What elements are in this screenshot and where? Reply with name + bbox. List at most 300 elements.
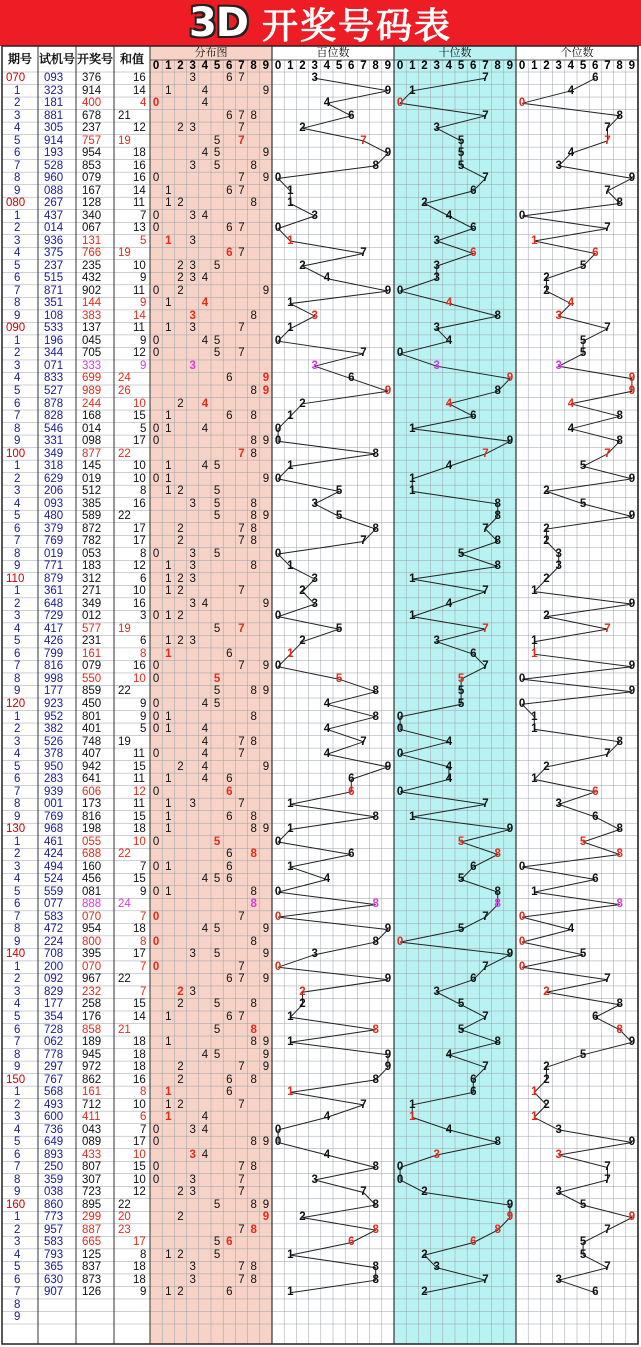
digit-label: 6 [470,60,477,72]
dist-digit: 0 [152,672,160,685]
units-digit: 2 [543,1073,550,1086]
dist-digit: 1 [165,773,172,786]
digit-label: 9 [262,60,269,72]
issue-cell: 5 [14,385,21,397]
hundreds-digit: 4 [323,1148,331,1161]
dist-digit: 6 [226,372,233,385]
sum-cell: 5 [140,422,147,435]
issue-cell: 1 [14,209,21,222]
dist-digit: 1 [165,1011,172,1023]
test-number-cell: 829 [44,985,64,998]
issue-cell: 3 [14,860,21,873]
dist-digit: 4 [201,334,209,347]
tens-digit: 5 [457,547,465,560]
test-number-cell: 344 [44,347,64,360]
issue-cell: 1 [14,585,21,598]
hundreds-digit: 8 [372,1198,379,1211]
draw-number-cell: 244 [82,397,102,410]
draw-number-cell: 055 [82,835,102,848]
issue-cell: 3 [14,1111,21,1124]
dist-digit: 3 [189,1123,196,1136]
units-digit: 3 [555,1273,562,1286]
test-number-cell: 793 [44,1248,64,1261]
units-digit: 2 [543,272,550,285]
dist-digit: 1 [165,823,172,836]
issue-cell: 2 [14,472,21,485]
dist-digit: 6 [226,973,233,986]
dist-digit: 2 [177,635,184,648]
hundreds-digit: 0 [274,885,282,898]
dist-digit: 4 [201,209,209,222]
test-number-cell: 038 [44,1186,64,1199]
dist-digit: 1 [165,1286,172,1299]
sum-cell: 8 [140,1248,147,1261]
draw-number-cell: 173 [82,798,102,811]
units-digit: 5 [579,1248,587,1261]
draw-number-cell: 070 [82,910,102,923]
units-digit: 7 [604,447,611,460]
dist-digit: 0 [152,209,160,222]
sum-cell: 10 [133,585,146,598]
dist-digit: 9 [262,1211,270,1224]
hundreds-digit: 6 [348,109,355,122]
units-digit: 5 [579,1048,587,1061]
draw-number-cell: 954 [82,923,102,936]
dist-digit: 7 [238,347,245,360]
sum-cell: 21 [118,109,131,122]
units-digit: 9 [628,1211,636,1224]
digit-label: 2 [421,60,428,72]
issue-cell: 8 [14,672,21,685]
test-number-cell: 778 [44,1048,64,1061]
tens-digit: 7 [482,910,489,923]
test-number-cell: 181 [44,97,64,110]
test-number-cell: 860 [44,1198,64,1211]
dist-digit: 8 [250,1136,257,1149]
hundreds-digit: 0 [274,422,282,435]
issue-cell: 6 [14,272,21,285]
draw-number-cell: 705 [82,347,102,360]
test-number-cell: 088 [44,184,64,197]
test-number-cell: 250 [44,1161,64,1174]
tens-digit: 1 [409,485,416,498]
dist-digit: 4 [201,297,209,310]
tens-digit: 1 [409,422,416,435]
hundreds-digit: 9 [384,385,392,397]
draw-number-cell: 678 [82,109,102,122]
hundreds-digit: 0 [274,472,282,485]
hundreds-digit: 0 [274,547,282,560]
test-number-cell: 728 [44,1023,64,1036]
draw-number-cell: 258 [82,998,102,1011]
units-digit: 3 [555,798,562,811]
sum-cell: 5 [140,723,147,736]
draw-number-cell: 550 [82,672,102,685]
sum-cell: 6 [140,1111,147,1124]
test-number-cell: 950 [44,760,64,773]
test-number-cell: 771 [44,560,64,573]
dist-digit: 4 [201,397,209,410]
test-number-cell: 305 [44,122,64,135]
tens-digit: 8 [494,309,501,322]
hundreds-digit: 1 [287,1011,294,1023]
units-digit: 7 [604,973,611,986]
issue-cell: 6 [14,773,21,786]
tens-digit: 4 [445,460,453,473]
tens-digit: 1 [409,1111,416,1124]
header-tens: 十位数 [438,47,472,59]
dist-digit: 0 [152,723,160,736]
dist-digit: 8 [250,1161,257,1174]
units-digit: 9 [628,1136,636,1149]
dist-digit: 5 [213,134,221,147]
draw-number-cell: 160 [82,860,102,873]
dist-digit: 1 [165,560,172,573]
draw-number-cell: 307 [82,1173,102,1186]
units-digit: 4 [567,923,575,936]
digit-label: 6 [592,60,599,72]
dist-digit: 1 [165,572,172,585]
dist-digit: 8 [250,385,257,397]
dist-digit: 2 [177,485,184,498]
dist-digit: 3 [189,597,196,610]
hundreds-digit: 8 [372,685,379,698]
dist-digit: 1 [165,84,172,97]
issue-cell: 5 [14,134,21,147]
dist-digit: 9 [262,660,270,673]
draw-number-cell: 914 [82,84,102,97]
digit-label: 5 [335,60,343,72]
hundreds-digit: 7 [360,247,367,260]
units-digit: 1 [531,234,538,247]
issue-cell: 8 [14,798,21,811]
dist-digit: 8 [250,810,257,823]
hundreds-digit: 3 [311,1173,318,1186]
tens-digit: 7 [482,72,489,84]
test-number-cell: 923 [44,698,64,710]
draw-number-cell: 079 [82,172,102,185]
issue-cell: 9 [14,1311,21,1324]
issue-cell: 7 [14,159,21,172]
draw-number-cell: 456 [82,873,102,886]
dist-digit: 2 [177,1073,184,1086]
dist-digit: 3 [189,1261,196,1274]
tens-digit: 5 [457,923,465,936]
units-digit: 3 [555,1148,562,1161]
hundreds-digit: 5 [335,672,343,685]
units-digit: 6 [592,72,599,84]
issue-cell: 6 [14,1273,21,1286]
tens-digit: 1 [409,472,416,485]
units-digit: 3 [555,1186,562,1199]
hundreds-digit: 6 [348,773,355,786]
digit-label: 8 [372,60,379,72]
draw-number-cell: 019 [82,472,102,485]
digit-label: 4 [567,60,575,72]
dist-digit: 8 [250,1198,257,1211]
hundreds-digit: 7 [360,1098,367,1111]
test-number-cell: 546 [44,422,64,435]
hundreds-digit: 9 [384,1061,392,1074]
sum-cell: 18 [133,923,146,936]
draw-number-cell: 837 [82,1261,102,1274]
dist-digit: 8 [250,1223,257,1236]
test-number-cell: 378 [44,748,64,761]
test-number-cell: 871 [44,284,64,297]
tens-digit: 3 [433,359,440,372]
dist-digit: 3 [189,234,196,247]
hundreds-digit: 3 [311,948,318,961]
units-digit: 5 [579,948,587,961]
digit-label: 0 [152,60,160,72]
sum-cell: 12 [133,560,146,573]
hundreds-digit: 9 [384,923,392,936]
tens-digit: 2 [421,1286,428,1299]
digit-label: 3 [433,60,440,72]
digit-label: 8 [494,60,501,72]
digit-label: 5 [457,60,465,72]
hundreds-digit: 3 [311,72,318,84]
page-title: 开奖号码表 [262,5,453,47]
tens-digit: 5 [457,698,465,710]
units-digit: 1 [531,647,538,660]
tens-digit: 5 [457,159,465,172]
dist-digit: 1 [165,297,172,310]
title-badge: 3D [188,0,249,46]
units-digit: 0 [518,209,526,222]
digit-label: 6 [348,60,355,72]
units-digit: 7 [604,622,611,635]
test-number-cell: 177 [44,685,64,698]
draw-number-cell: 235 [82,259,102,272]
hundreds-digit: 6 [348,1236,355,1249]
dist-digit: 7 [238,1161,245,1174]
dist-digit: 5 [213,1023,221,1036]
header-issue: 期号 [7,52,32,66]
hundreds-digit: 0 [274,172,282,185]
dist-digit: 3 [189,272,196,285]
dist-digit: 4 [201,760,209,773]
header-dist: 分布图 [194,47,228,59]
tens-digit: 7 [482,522,489,535]
sum-cell: 24 [118,898,131,911]
dist-digit: 8 [250,1036,257,1049]
dist-digit: 8 [250,560,257,573]
tens-digit: 4 [445,760,453,773]
test-number-cell: 524 [44,873,64,886]
tens-digit: 5 [457,147,465,160]
tens-digit: 6 [470,973,477,986]
draw-number-cell: 902 [82,284,102,297]
units-digit: 9 [628,385,636,397]
hundreds-digit: 8 [372,710,379,723]
units-digit: 9 [628,1036,636,1049]
dist-digit: 8 [250,410,257,423]
units-digit: 4 [567,422,575,435]
hundreds-digit: 1 [287,234,294,247]
sum-cell: 14 [133,84,146,97]
hundreds-digit: 9 [384,284,392,297]
dist-digit: 8 [250,935,257,948]
sum-cell: 9 [140,359,147,372]
dist-digit: 8 [250,710,257,723]
issue-cell: 140 [6,948,26,961]
units-digit: 4 [567,397,575,410]
sum-cell: 16 [133,159,146,172]
issue-cell: 4 [14,372,21,385]
issue-cell: 7 [14,284,21,297]
draw-number-cell: 232 [82,985,102,998]
digit-label: 1 [409,60,416,72]
sum-cell: 10 [133,460,146,473]
draw-number-cell: 895 [82,1198,102,1211]
tens-digit: 0 [396,723,404,736]
tens-digit: 3 [433,272,440,285]
dist-digit: 2 [177,122,184,135]
dist-digit: 3 [189,635,196,648]
tens-digit: 2 [421,1186,428,1199]
dist-digit: 7 [238,973,245,986]
sum-cell: 18 [133,147,146,160]
units-digit: 7 [604,1173,611,1186]
tens-digit: 0 [396,347,404,360]
dist-digit: 6 [226,785,233,798]
hundreds-digit: 9 [384,84,392,97]
hundreds-digit: 8 [372,1273,379,1286]
draw-number-cell: 942 [82,760,102,773]
test-number-cell: 729 [44,610,64,623]
draw-number-cell: 161 [82,1086,102,1099]
dist-digit: 7 [238,622,245,635]
sum-cell: 10 [133,1173,146,1186]
draw-number-cell: 872 [82,522,102,535]
dist-digit: 8 [250,735,257,748]
draw-number-cell: 766 [82,247,102,260]
sum-cell: 13 [133,222,146,235]
test-number-cell: 382 [44,723,64,736]
dist-digit: 9 [262,84,270,97]
dist-digit: 3 [189,259,196,272]
sum-cell: 20 [118,1211,131,1224]
sum-cell: 14 [133,184,146,197]
issue-cell: 2 [14,1223,21,1236]
issue-cell: 3 [14,985,21,998]
dist-digit: 7 [238,1223,245,1236]
test-number-cell: 297 [44,1061,64,1074]
dist-digit: 7 [238,1173,245,1186]
hundreds-digit: 8 [372,898,379,911]
sum-cell: 10 [133,472,146,485]
issue-cell: 9 [14,1061,21,1074]
tens-digit: 7 [482,1061,489,1074]
dist-digit: 2 [177,197,184,210]
draw-number-cell: 126 [82,1286,102,1299]
dist-digit: 7 [238,1273,245,1286]
tens-digit: 8 [494,885,501,898]
dist-digit: 6 [226,647,233,660]
test-number-cell: 206 [44,485,64,498]
dist-digit: 9 [262,372,270,385]
sum-cell: 11 [133,284,145,297]
issue-cell: 2 [14,222,21,235]
units-digit: 9 [628,372,636,385]
issue-cell: 4 [14,247,21,260]
issue-cell: 7 [14,1286,21,1299]
units-digit: 9 [628,597,636,610]
issue-cell: 1 [14,1086,21,1099]
digit-label: 3 [311,60,318,72]
header-draw: 开奖号 [76,52,113,66]
tens-digit: 8 [494,1136,501,1149]
sum-cell: 21 [118,1023,131,1036]
issue-cell: 5 [14,760,21,773]
dist-digit: 5 [213,1248,221,1261]
draw-number-cell: 407 [82,748,102,761]
sum-cell: 11 [133,197,145,210]
hundreds-digit: 9 [384,1048,392,1061]
sum-cell: 11 [133,748,145,761]
dist-digit: 6 [226,222,233,235]
issue-cell: 4 [14,998,21,1011]
dist-digit: 1 [165,723,172,736]
tens-digit: 8 [494,560,501,573]
tens-digit: 0 [396,710,404,723]
issue-cell: 7 [14,410,21,423]
units-digit: 1 [531,773,538,786]
dist-digit: 0 [152,698,160,710]
digit-label: 4 [445,60,453,72]
dist-digit: 4 [201,923,209,936]
dist-digit: 2 [177,585,184,598]
dist-digit: 1 [165,472,172,485]
dist-digit: 3 [189,309,196,322]
issue-cell: 1 [14,460,21,473]
dist-digit: 7 [238,585,245,598]
tens-digit: 5 [457,1023,465,1036]
tens-digit: 6 [470,410,477,423]
hundreds-digit: 7 [360,347,367,360]
digit-label: 1 [165,60,172,72]
dist-digit: 5 [213,259,221,272]
test-number-cell: 224 [44,935,64,948]
dist-digit: 5 [213,485,221,498]
dist-digit: 4 [201,147,209,160]
dist-digit: 3 [189,572,196,585]
dist-digit: 0 [152,547,160,560]
digit-label: 8 [250,60,257,72]
units-digit: 9 [628,172,636,185]
dist-digit: 1 [165,860,172,873]
sum-cell: 16 [133,597,146,610]
test-number-cell: 936 [44,234,64,247]
units-digit: 8 [616,435,623,448]
tens-digit: 3 [433,1148,440,1161]
dist-digit: 8 [250,522,257,535]
hundreds-digit: 9 [384,973,392,986]
draw-number-cell: 858 [82,1023,102,1036]
draw-number-cell: 299 [82,1211,102,1224]
sum-cell: 7 [140,910,147,923]
units-digit: 8 [616,735,623,748]
dist-digit: 1 [165,810,172,823]
dist-digit: 7 [238,522,245,535]
units-digit: 3 [555,1123,562,1136]
dist-digit: 7 [238,1098,245,1111]
dist-digit: 2 [177,272,184,285]
hundreds-digit: 3 [311,597,318,610]
draw-number-cell: 800 [82,935,102,948]
tens-digit: 9 [506,823,514,836]
